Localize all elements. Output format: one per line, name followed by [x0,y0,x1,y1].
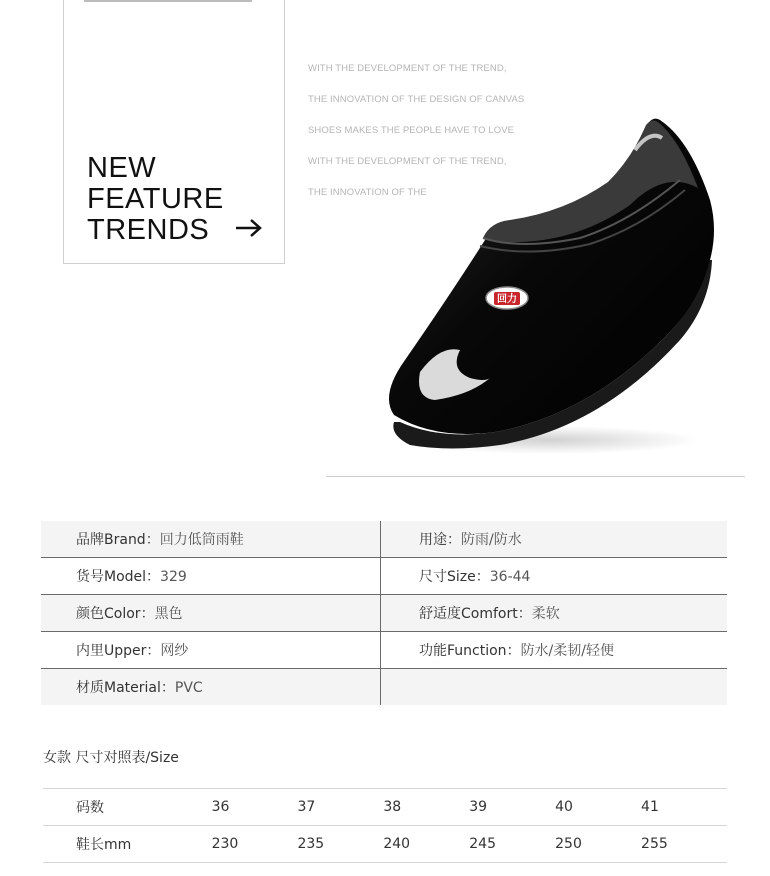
spec-cell-right [381,595,728,632]
spec-value: 329 [160,569,187,585]
arrow-right-icon[interactable] [234,217,264,239]
spec-cell-left [41,632,381,669]
size-cell: 40 [555,799,573,815]
size-row [43,789,727,826]
spec-value: PVC [174,680,203,696]
size-cell: 38 [383,799,402,815]
image-divider [326,476,745,477]
length-cell: 240 [383,836,411,852]
spec-value: 柔软 [531,606,560,622]
spec-row [41,632,727,669]
spec-row [41,669,727,706]
spec-cell-left [41,595,381,632]
size-chart-table [43,788,727,863]
spec-separator: ： [506,643,521,659]
spec-cell-right [381,521,728,558]
spec-row [41,595,727,632]
brand-logo-badge [486,287,528,309]
tagline-3: SHOES MAKES THE PEOPLE HAVE TO LOVE [308,125,515,136]
length-cell: 250 [555,836,582,852]
spec-label: 颜色Color [76,606,141,622]
spec-value: 网纱 [160,643,189,659]
spec-label: 用途 [419,532,447,548]
spec-separator: ： [145,532,160,548]
length-cell: 255 [641,836,668,852]
length-row-label: 鞋长mm [76,837,132,853]
brand-logo-text: 回力 [497,294,517,305]
spec-cell-left [41,521,381,558]
size-row-label: 码数 [76,800,104,816]
spec-cell-right [381,669,728,706]
spec-label: 内里Upper [76,643,147,659]
spec-value: 回力低筒雨鞋 [159,532,244,548]
spec-cell-right [381,632,728,669]
spec-value: 36-44 [489,569,531,585]
spec-label: 材质Material [76,680,161,696]
spec-label: 品牌Brand [76,532,146,548]
length-row [43,826,727,863]
spec-cell-right [381,558,728,595]
size-cell: 41 [641,799,659,815]
feature-title [87,153,224,246]
spec-separator: ： [146,569,161,585]
size-cell: 36 [211,799,230,815]
spec-cell-left [41,669,381,706]
tagline-1: WITH THE DEVELOPMENT OF THE TREND, [308,63,507,74]
tagline-2: THE INNOVATION OF THE DESIGN OF CANVAS [308,94,525,105]
tagline-4: WITH THE DEVELOPMENT OF THE TREND, [308,156,507,167]
spec-separator: ： [475,569,490,585]
spec-row [41,521,727,558]
spec-value: 黑色 [154,606,183,622]
spec-label: 舒适度Comfort [419,606,518,622]
tagline-5: THE INNOVATION OF THE [308,187,427,198]
size-cell: 39 [469,799,488,815]
feature-top-rule [84,0,252,2]
size-chart-heading: 女款 尺寸对照表/Size [43,750,179,766]
spec-separator: ： [160,680,175,696]
feature-title-line-2: FEATURE [87,183,224,215]
spec-separator: ： [447,532,461,548]
spec-value: 防水/柔韧/轻便 [520,643,614,659]
spec-value: 防雨/防水 [461,532,522,548]
spec-table [41,521,727,705]
size-cell: 37 [297,799,316,815]
spec-label: 尺寸Size [419,569,476,585]
spec-label: 货号Model [76,569,147,585]
product-shoe-image [380,110,730,460]
spec-separator: ： [517,606,532,622]
feature-title-line-3: TRENDS [87,214,210,246]
spec-separator: ： [140,606,155,622]
feature-box [63,0,285,264]
length-cell: 230 [211,836,239,852]
length-cell: 235 [297,836,325,852]
feature-title-line-1: NEW [87,152,157,184]
spec-row [41,558,727,595]
spec-cell-left [41,558,381,595]
length-cell: 245 [469,836,496,852]
spec-separator: ： [146,643,161,659]
spec-label: 功能Function [419,643,507,659]
